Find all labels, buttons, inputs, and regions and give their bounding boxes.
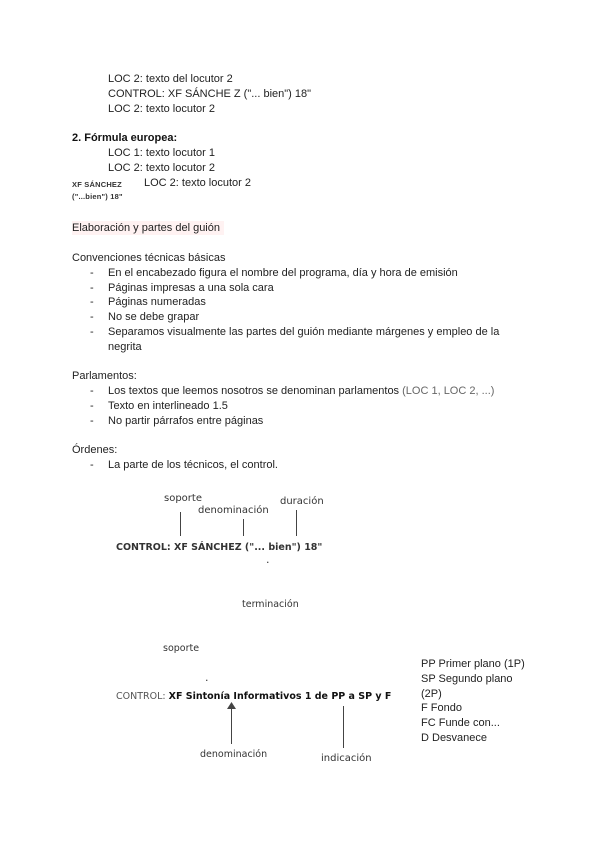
bullet-dash: - — [90, 326, 94, 338]
list-item-aside: (LOC 1, LOC 2, ...) — [402, 385, 495, 397]
control-line-1: CONTROL: XF SÁNCHE Z ("... bien") 18" — [108, 88, 312, 100]
convenciones-title: Convenciones técnicas básicas — [72, 252, 226, 264]
control-content: XF Sintonía Informativos 1 de PP a SP y F — [168, 691, 392, 702]
list-item: No partir párrafos entre páginas — [108, 415, 264, 427]
bullet-dash: - — [90, 311, 94, 323]
formula-loc2-b: LOC 2: texto locutor 2 — [144, 177, 251, 189]
loc2-line-1: LOC 2: texto del locutor 2 — [108, 73, 233, 85]
abbreviation-legend — [421, 657, 541, 746]
legend-item: (2P) — [421, 687, 442, 700]
formula-loc1: LOC 1: texto locutor 1 — [108, 147, 215, 159]
bullet-dash: - — [90, 385, 94, 397]
bullet-dash: - — [90, 296, 94, 308]
formula-side-note-1: XF SÁNCHEZ — [72, 180, 122, 189]
formula-loc2-a: LOC 2: texto locutor 2 — [108, 162, 215, 174]
section-title: Elaboración y partes del guión — [72, 221, 224, 235]
legend-item: FC Funde con... — [421, 717, 500, 730]
legend-item: PP Primer plano (1P) — [421, 658, 525, 670]
list-item-continuation: negrita — [108, 341, 142, 353]
list-item-text: Los textos que leemos nosotros se denominan parlamentos — [108, 385, 400, 397]
ordenes-title: Órdenes: — [72, 444, 118, 456]
dot-mark: · — [266, 556, 270, 569]
arrow-line-denominacion-2 — [231, 706, 232, 744]
loc2-line-2: LOC 2: texto locutor 2 — [108, 103, 215, 115]
list-item: La parte de los técnicos, el control. — [108, 459, 278, 471]
list-item: Páginas numeradas — [108, 296, 206, 308]
parlamentos-title: Parlamentos: — [72, 370, 137, 382]
legend-item: SP Segundo plano — [421, 672, 513, 685]
legend-item: D Desvanece — [421, 731, 488, 744]
bullet-dash: - — [90, 400, 94, 412]
bullet-dash: - — [90, 415, 94, 427]
arrow-line-indicacion — [343, 706, 344, 748]
control-sample-2 — [116, 690, 391, 704]
list-item: En el encabezado figura el nombre del programa, día y hora de emisión — [108, 267, 458, 279]
dot-mark-2: · — [205, 674, 209, 687]
formula-side-note-2: ("...bien") 18" — [72, 192, 123, 201]
bullet-dash: - — [90, 282, 94, 294]
arrow-line-soporte — [180, 512, 181, 536]
bullet-dash: - — [90, 267, 94, 279]
label-indicacion: indicación — [321, 753, 372, 764]
label-denominacion: denominación — [198, 505, 269, 516]
label-soporte: soporte — [164, 493, 202, 504]
list-item — [108, 384, 494, 398]
arrow-line-denominacion — [243, 519, 244, 536]
bullet-dash: - — [90, 459, 94, 471]
formula-heading: 2. Fórmula europea: — [72, 132, 178, 144]
label-soporte-2: soporte — [163, 643, 200, 654]
control-label: CONTROL: — [116, 691, 166, 702]
list-item: Separamos visualmente las partes del guión mediante márgenes y empleo de la — [108, 326, 500, 338]
label-duracion: duración — [280, 496, 324, 507]
list-item: Páginas impresas a una sola cara — [108, 282, 274, 294]
legend-item: F Fondo — [421, 702, 462, 715]
label-terminacion: terminación — [242, 599, 299, 610]
list-item: No se debe grapar — [108, 311, 200, 323]
list-item: Texto en interlineado 1.5 — [108, 400, 228, 412]
arrow-up-icon — [227, 702, 236, 710]
control-sample-1: CONTROL: XF SÁNCHEZ ("... bien") 18" — [116, 542, 323, 553]
arrow-line-duracion — [296, 510, 297, 536]
label-denominacion-2: denominación — [200, 749, 268, 760]
